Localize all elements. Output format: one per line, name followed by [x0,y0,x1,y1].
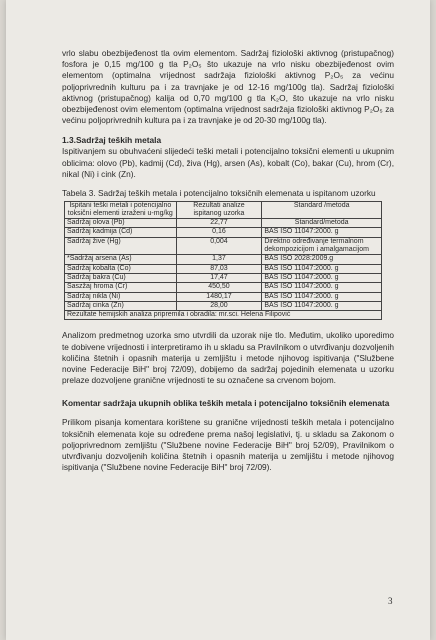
cell-value: 1,37 [176,255,262,264]
cell-element: Sadržaj cinka (Zn) [65,301,177,310]
cell-value: 1480,17 [176,292,262,301]
cell-standard: Standard/metoda [262,219,382,228]
cell-value: 87,03 [176,264,262,273]
paragraph-analysis: Analizom predmetnog uzorka smo utvrdili da uzorak nije tlo. Međutim, ukoliko uporedimo te dobivene vrijednosti i interpretiramo ih u skladu sa Pravilnikom o utvrđivanju dozvoljenih količina štetnih i opasnih materija u zemljištu i metode njihovog ispitivanja ("Službene novine Federacije BiH" broj 72/09), dobijemo da sadržaj pojedinih elemenata u uzorku prelaze dozvoljene granične vrijednosti te su označene sa crvenom bojom. [62,330,394,386]
cell-standard: BAS ISO 11047:2000. g [262,283,382,292]
table-row [65,264,382,273]
cell-element: Sadržaj olova (Pb) [65,219,177,228]
table-caption: Tabela 3. Sadržaj teških metala i potencijalno toksičnih elemenata u ispitanom uzorku [62,188,376,199]
cell-element: *Sadržaj arsena (As) [65,255,177,264]
table-row [65,237,382,255]
paragraph-metals-intro: Ispitivanjem su obuhvaćeni slijedeći teški metali i potencijalno toksični elementi u ukupnim oblicima: olovo (Pb), kadmij (Cd), živa (Hg), arsen (As), kobalt (Co), bakar (Cu), hrom (Cr), nikal (Ni) i cink (Zn). [62,146,394,179]
document-page [6,0,430,640]
page-number: 3 [388,596,393,606]
table-row [65,219,382,228]
heavy-metals-table [64,201,382,321]
cell-standard: Direktno određivanje termalnom dekompozicijom i amalgamacijom [262,237,382,255]
table-row [65,255,382,264]
paragraph-comment: Prilikom pisanja komentara korištene su granične vrijednosti teških metala i potencijalno toksičnih elemenata koje su određene prema našoj legislativi, tj. u skladu sa Zakonom o poljoprivrednom zemljištu ("Službene novine Federacije BiH" broj 52/09), Pravilnikom o utvrđivanju dozvoljenih količina štetnih i opasnih materija u zemljištu i metode njihovog ispitivanja ("Službene novine Federacije BiH" broj 72/09). [62,417,394,473]
table-footnote-row [65,311,382,320]
table-footnote: Rezultate hemijskih analiza pripremila i obradila: mr.sci. Helena Filipović [65,311,382,320]
cell-standard: BAS ISO 2028:2009.g [262,255,382,264]
cell-value: 450,50 [176,283,262,292]
cell-element: Sadržaj nikla (Ni) [65,292,177,301]
table-header-row [65,201,382,219]
cell-element: Sadržaj kadmija (Cd) [65,228,177,237]
table-row [65,292,382,301]
table-row [65,301,382,310]
cell-standard: BAS ISO 11047:2000. g [262,228,382,237]
comment-heading: Komentar sadržaja ukupnih oblika teških metala i potencijalno toksičnih elemenata [62,398,390,409]
table-row [65,273,382,282]
cell-element: Sadržaj bakra (Cu) [65,273,177,282]
cell-value: 0,004 [176,237,262,255]
cell-standard: BAS ISO 11047:2000. g [262,301,382,310]
paragraph-phosphorus-potassium: vrlo slabu obezbijeđenost tla ovim elementom. Sadržaj fiziološki aktivnog (pristupačnog) fosfora je 0,15 mg/100 g tla P₂O₅ što ukazuje na vrlo nisku obezbijeđenost ovim elementom (optimalna vrijednost sadržaja fiziološki aktivnog P₂O₅ za većinu poljoprivrednih kulturu pa i za travnjake je od 12-16 mg/100g tla). Sadržaj fiziološki aktivnog (pristupačnog) kalija od 0,70 mg/100 g tla K₂O, što ukazuje na vrlo nisku obezbijeđenost ovim elementom (optimalna vrijednost sadržaja fiziološki aktivnog P₂O₅ za većinu poljoprivrednih kultura pa i za travnjake je od 20-30 mg/100g tla). [62,48,394,126]
cell-element: Saszžaj hroma (Cr) [65,283,177,292]
cell-value: 0,16 [176,228,262,237]
header-standard: Standard /metoda [262,201,382,219]
cell-value: 28,00 [176,301,262,310]
cell-standard: BAS ISO 11047:2000. g [262,273,382,282]
table-row [65,228,382,237]
header-results: Rezultati analize ispitanog uzorka [176,201,262,219]
cell-standard: BAS ISO 11047:2000. g [262,264,382,273]
cell-standard: BAS ISO 11047:2000. g [262,292,382,301]
cell-element: Sadržaj kobalta (Co) [65,264,177,273]
page-content [62,48,394,473]
header-elements: Ispitani teški metali i potencijalno toksični elementi izraženi u-mg/kg [65,201,177,219]
cell-element: Sadržaj žive (Hg) [65,237,177,255]
table-row [65,283,382,292]
cell-value: 17,47 [176,273,262,282]
section-heading-heavy-metals: 1.3.Sadržaj teških metala [62,135,162,146]
cell-value: 22,77 [176,219,262,228]
